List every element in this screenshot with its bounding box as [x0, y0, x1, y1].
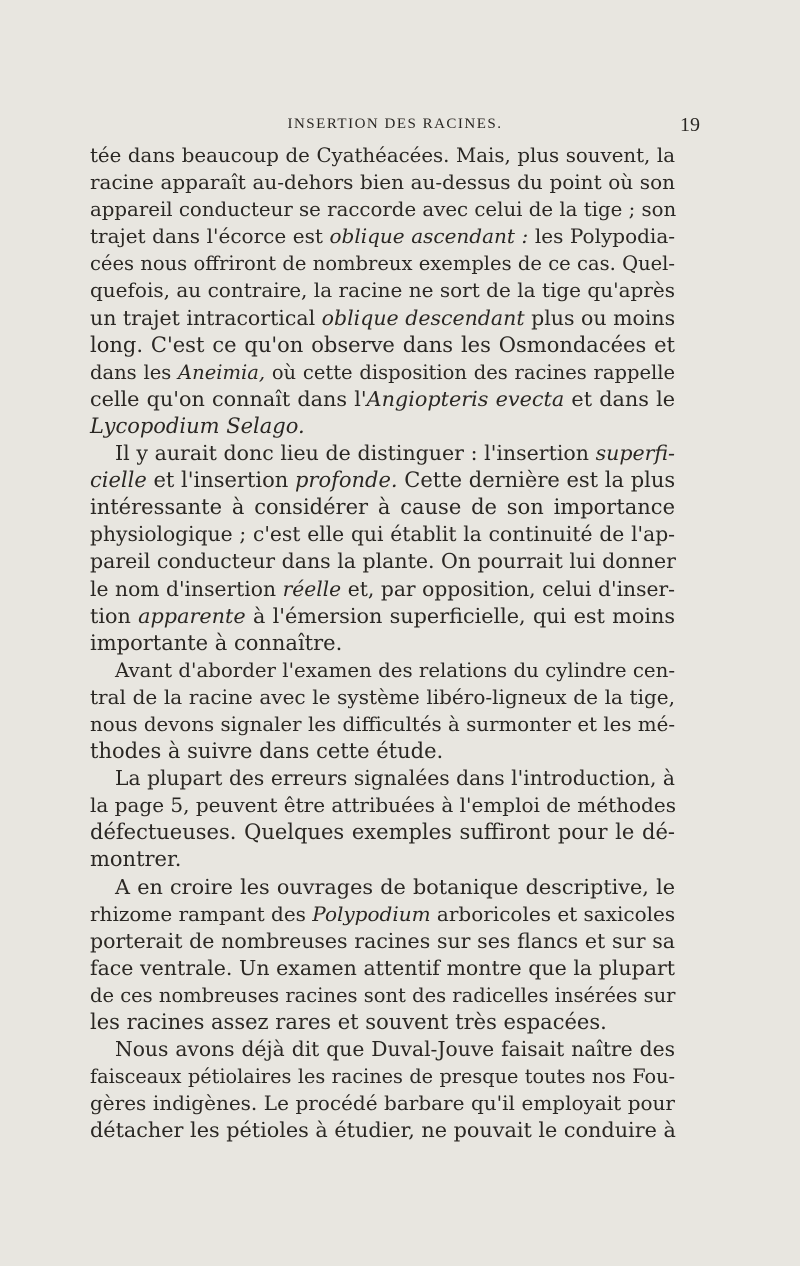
text-line: montrer.	[90, 847, 182, 872]
italic-term: apparente	[138, 603, 246, 628]
text-line: la page 5, peuvent être attribuées à l'emploi de méthodes	[90, 793, 676, 818]
italic-term: réelle	[282, 576, 342, 601]
text-run: celle qu'on connaît dans l'	[90, 386, 367, 411]
text-line: les racines assez rares et souvent très espacées.	[90, 1010, 607, 1034]
text-line: face ventrale. Un examen attentif montre que la plupart	[90, 955, 675, 980]
text-run: à l'émersion superficielle, qui est moins	[245, 603, 675, 628]
running-head: INSERTION DES RACINES.	[287, 116, 503, 132]
text-line	[90, 386, 675, 413]
text-line: Nous avons déjà dit que Duval-Jouve faisait naître des	[115, 1037, 675, 1062]
text-run: un trajet intracortical	[90, 305, 322, 330]
text-line	[90, 305, 675, 332]
text-line	[90, 576, 675, 603]
italic-term: oblique descendant	[321, 305, 525, 330]
text-line: La plupart des erreurs signalées dans l'introduction, à	[115, 766, 675, 791]
text-line: Avant d'aborder l'examen des relations du cylindre cen-	[115, 658, 675, 682]
italic-term: superfi-	[595, 441, 675, 466]
text-line: physiologique ; c'est elle qui établit la continuité de l'ap-	[90, 522, 675, 547]
text-line: A en croire les ouvrages de botanique descriptive, le	[115, 874, 675, 899]
text-line: détacher les pétioles à étudier, ne pouvait le conduire à	[90, 1118, 676, 1143]
text-line: thodes à suivre dans cette étude.	[90, 739, 444, 764]
text-run: arboricoles et saxicoles	[430, 901, 676, 926]
text-run: les Polypodia-	[528, 224, 676, 249]
text-line: de ces nombreuses racines sont des radicelles insérées sur	[90, 983, 676, 1007]
text-line: porterait de nombreuses racines sur ses flancs et sur sa	[90, 928, 675, 953]
italic-term: Polypodium	[312, 901, 431, 926]
text-line: cées nous offriront de nombreux exemples de ce cas. Quel-	[90, 252, 675, 276]
text-line	[90, 467, 675, 494]
italic-term: cielle	[90, 468, 147, 493]
text-line: racine apparaît au-dehors bien au-dessus du point où son	[90, 170, 675, 195]
italic-term: Aneimia,	[178, 360, 266, 384]
text-run: Il y aurait donc lieu de distinguer : l'insertion	[115, 441, 596, 466]
text-line: tral de la racine avec le système libéro-ligneux de la tige,	[90, 684, 675, 709]
text-line	[90, 359, 675, 386]
text-line: nous devons signaler les difficultés à surmonter et les mé-	[90, 712, 675, 736]
text-line	[90, 413, 675, 440]
page-header	[90, 116, 700, 142]
text-run: plus ou moins	[524, 305, 676, 330]
text-run: Cette dernière est la plus	[397, 468, 676, 493]
text-line	[90, 223, 675, 250]
text-run: dans les	[90, 360, 179, 384]
text-run: et l'insertion	[146, 468, 295, 493]
text-line: gères indigènes. Le procédé barbare qu'il employait pour	[90, 1091, 675, 1116]
italic-term: Angiopteris evecta	[366, 386, 565, 411]
page-number: 19	[680, 114, 700, 136]
body-text	[90, 142, 675, 1144]
text-line: quefois, au contraire, la racine ne sort de la tige qu'après	[90, 278, 675, 303]
text-run: où cette disposition des racines rappelle	[265, 360, 676, 384]
italic-term: Lycopodium Selago.	[90, 413, 305, 438]
text-run: trajet dans l'écorce est	[90, 224, 330, 249]
text-line	[90, 901, 675, 928]
text-run: et dans le	[564, 386, 675, 411]
text-run: tion	[90, 603, 139, 628]
text-line: faisceaux pétiolaires les racines de presque toutes nos Fou-	[90, 1065, 675, 1089]
text-line: long. C'est ce qu'on observe dans les Osmondacées et	[90, 332, 675, 357]
text-line: importante à connaître.	[90, 630, 343, 655]
italic-term: profonde.	[294, 468, 398, 493]
text-run: rhizome rampant des	[90, 901, 313, 926]
text-line: défectueuses. Quelques exemples suffiront pour le dé-	[90, 820, 675, 845]
italic-term: oblique ascendant :	[329, 224, 529, 249]
text-line: tée dans beaucoup de Cyathéacées. Mais, plus souvent, la	[90, 144, 675, 167]
text-line: pareil conducteur dans la plante. On pourrait lui donner	[90, 549, 676, 574]
text-line: appareil conducteur se raccorde avec celui de la tige ; son	[90, 198, 677, 222]
text-line	[90, 603, 675, 630]
text-line	[90, 440, 675, 467]
text-line: intéressante à considérer à cause de son importance	[90, 495, 675, 520]
text-run: et, par opposition, celui d'inser-	[341, 576, 675, 601]
text-run: le nom d'insertion	[90, 576, 283, 601]
